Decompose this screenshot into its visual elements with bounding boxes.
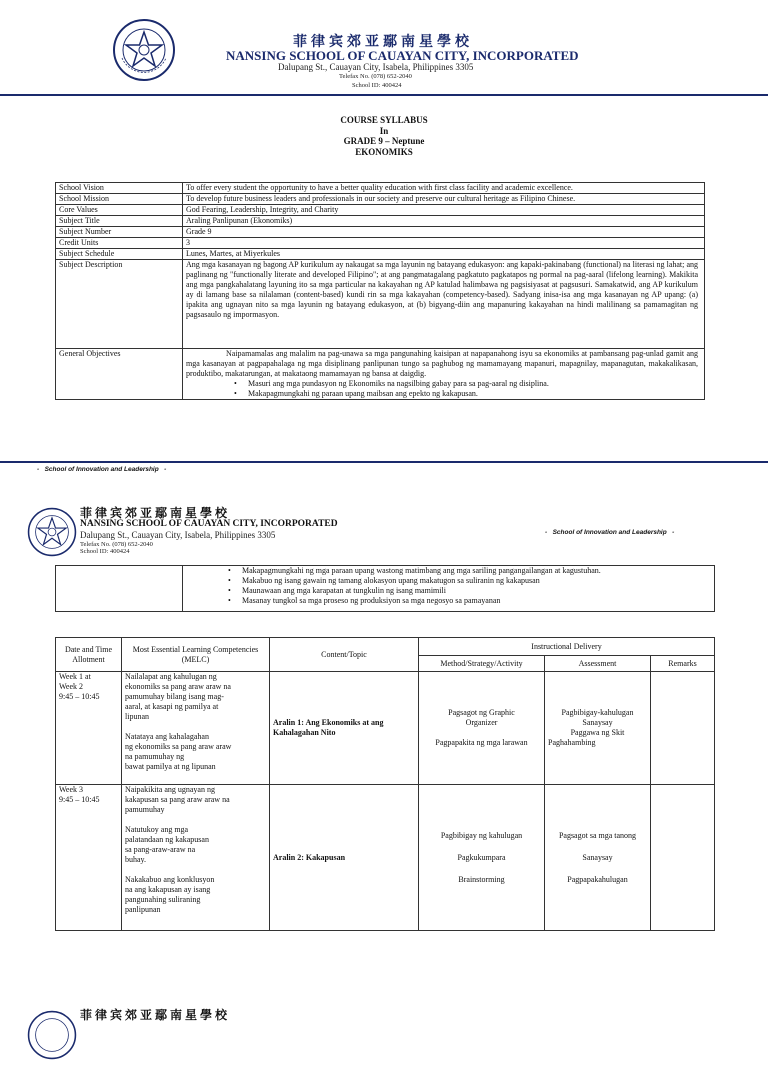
objective-text: Maunawaan ang mga karapatan at tungkulin ng isang mamimili bbox=[242, 586, 446, 595]
info-row-schedule bbox=[56, 249, 705, 260]
info-row-mission bbox=[56, 194, 705, 205]
objective-text: Makapagmungkahi ng mga paraan upang wastong matimbang ang mga sariling pangangailangan at kagustuhan. bbox=[242, 566, 601, 575]
objective-text: Makapagmungkahi ng paraan upang maibsan ang epekto ng kakapusan. bbox=[248, 389, 478, 398]
school-address: Dalupang St., Cauayan City, Isabela, Philippines 3305 bbox=[80, 530, 276, 540]
info-value: God Fearing, Leadership, Integrity, and Charity bbox=[183, 205, 705, 216]
schedule-table bbox=[55, 637, 715, 931]
method-spacer bbox=[422, 728, 541, 738]
objective-item: • Maunawaan ang mga karapatan at tungkulin ng isang mamimili bbox=[228, 586, 446, 595]
col-header-content: Content/Topic bbox=[270, 638, 419, 672]
info-label: Subject Description bbox=[56, 260, 183, 349]
telefax: Telefax No. (078) 652-2040 bbox=[339, 73, 412, 80]
melc-line: ng ekonomiks sa pang araw araw bbox=[125, 742, 232, 751]
col-header-melc: Most Essential Learning Competencies (MELC) bbox=[122, 638, 270, 672]
date-line: 9:45 – 10:45 bbox=[59, 795, 100, 804]
info-row-subject-number bbox=[56, 227, 705, 238]
info-value: Ang mga kasanayan ng bagong AP kurikulum ay nakaugat sa mga layunin ng batayang edukasyon: ang kapaki-pakinabang (functional) na literasi ng lahat; ang paglinang ng "functionally literate and developed Filipino"; at ang pangmatagalang pagkatuto pagkatapos ng pormal na pag-aaral (lifelong learning). Makikita ang mga pangkahalatang layuning ito sa mga particular na kakayahan ng AP katulad halimbawa ng pagsisiyasat at pagsusuri. Samakatwid, ang AP kurikulum ay di lamang base sa nilalaman (content-based) kundi rin sa mga kakayahan (competency-based). Sadyang inisa-isa ang mga kasanayan ng AP upang: (a) ipakita ang ugnayan nito sa mga layunin ng batayang edukasyon, at (b) bigyang-diin ang mapanuring kakayahan na hindi malilinang sa pamamagitan ng pagsasaulo ng impormasyon. bbox=[183, 260, 705, 349]
method-cell bbox=[419, 785, 545, 931]
assessment-spacer bbox=[548, 863, 647, 875]
assessment-line: Paghahambing bbox=[548, 738, 596, 747]
schedule-row bbox=[56, 672, 715, 785]
objective-item: • Makapagmungkahi ng paraan upang maibsan ang epekto ng kakapusan. bbox=[234, 389, 478, 398]
melc-line: na ang kakapusan ay isang bbox=[125, 885, 211, 894]
assessment-line: Sanaysay bbox=[582, 852, 613, 862]
assessment-line: Paggawa ng Skit bbox=[570, 728, 625, 737]
content-cell: Aralin 1: Ang Ekonomiks at ang Kahalagahan Nito bbox=[270, 672, 419, 785]
melc-line: panlipunan bbox=[125, 905, 161, 914]
title-line-3: GRADE 9 – Neptune bbox=[343, 136, 425, 146]
school-id: School ID: 400424 bbox=[80, 548, 130, 555]
objective-item: • Makapagmungkahi ng mga paraan upang wastong matimbang ang mga sariling pangangailangan at kagustuhan. bbox=[228, 566, 601, 575]
chinese-school-name: 菲律宾郊亚鄢南星學校 bbox=[293, 34, 473, 50]
melc-line: pamumuhay bbox=[125, 805, 165, 814]
date-line: Week 2 bbox=[59, 682, 84, 691]
assessment-cell bbox=[545, 672, 651, 785]
info-label: Core Values bbox=[56, 205, 183, 216]
melc-cell bbox=[122, 672, 270, 785]
assessment-line: Pagbibigay-kahulugan bbox=[561, 708, 634, 717]
melc-line: na pamumuhay ng bbox=[125, 752, 185, 761]
method-cell bbox=[419, 672, 545, 785]
schedule-row bbox=[56, 785, 715, 931]
objective-text: Masuri ang mga pundasyon ng Ekonomiks na nagsilbing gabay para sa pag-aaral ng disiplina. bbox=[248, 379, 549, 388]
info-value: 3 bbox=[183, 238, 705, 249]
melc-line: Naipakikita ang ugnayan ng bbox=[125, 785, 215, 794]
col-header-date: Date and Time Allotment bbox=[56, 638, 122, 672]
remarks-cell bbox=[651, 785, 715, 931]
melc-line: sa pang-araw-araw na bbox=[125, 845, 196, 854]
tagline-dash: - bbox=[545, 529, 548, 536]
info-row-subject-title bbox=[56, 216, 705, 227]
school-address: Dalupang St., Cauayan City, Isabela, Philippines 3305 bbox=[278, 62, 474, 72]
header-tagline bbox=[545, 529, 674, 536]
method-line: Pagkukumpara bbox=[457, 852, 506, 862]
melc-line: palatandaan ng kakapusan bbox=[125, 835, 209, 844]
method-spacer bbox=[422, 863, 541, 875]
col-header-delivery: Instructional Delivery bbox=[419, 638, 715, 656]
info-row-core-values bbox=[56, 205, 705, 216]
melc-line: buhay. bbox=[125, 855, 147, 864]
school-id: School ID: 400424 bbox=[352, 82, 402, 89]
tagline-dash: - bbox=[164, 466, 167, 473]
tagline-text: School of Innovation and Leadership bbox=[44, 466, 159, 473]
date-cell bbox=[56, 785, 122, 931]
date-line: 9:45 – 10:45 bbox=[59, 692, 100, 701]
objective-text: Masanay tungkol sa mga proseso ng produksiyon sa mga negosyo sa pamayanan bbox=[242, 596, 501, 605]
date-line: Week 3 bbox=[59, 785, 84, 794]
col-header-assessment: Assessment bbox=[545, 656, 651, 672]
info-value: To develop future business leaders and professionals in our society and preserve our cultural heritage as Filipino Chinese. bbox=[183, 194, 705, 205]
melc-line: ekonomiks sa pang araw araw na bbox=[125, 682, 231, 691]
melc-line: kakapusan sa pang araw araw na bbox=[125, 795, 230, 804]
objectives-continued-row bbox=[56, 566, 715, 612]
melc-line: Natataya ang kahalagahan bbox=[125, 732, 209, 741]
melc-line: Nailalapat ang kahulugan ng bbox=[125, 672, 217, 681]
info-label: School Vision bbox=[56, 183, 183, 194]
melc-spacer bbox=[125, 722, 266, 732]
course-info-table bbox=[55, 182, 705, 400]
objective-item: • Masuri ang mga pundasyon ng Ekonomiks na nagsilbing gabay para sa pag-aaral ng disiplina. bbox=[234, 379, 549, 388]
objectives-cell bbox=[183, 566, 715, 612]
melc-cell bbox=[122, 785, 270, 931]
melc-spacer bbox=[125, 815, 266, 825]
assessment-spacer bbox=[548, 841, 647, 853]
melc-spacer bbox=[125, 865, 266, 875]
info-row-credit-units bbox=[56, 238, 705, 249]
objectives-list bbox=[186, 379, 698, 399]
school-seal bbox=[112, 18, 176, 82]
melc-line: pamumuhay bilang isang mag- bbox=[125, 692, 224, 701]
method-line: Pagbibigay ng kahulugan bbox=[440, 830, 523, 840]
objective-item: • Masanay tungkol sa mga proseso ng produksiyon sa mga negosyo sa pamayanan bbox=[228, 596, 501, 605]
method-line: Organizer bbox=[465, 718, 498, 727]
assessment-line: Pagsagot sa mga tanong bbox=[558, 830, 637, 840]
col-header-method: Method/Strategy/Activity bbox=[419, 656, 545, 672]
content-cell: Aralin 2: Kakapusan bbox=[270, 785, 419, 931]
melc-line: lipunan bbox=[125, 712, 149, 721]
title-line-2: In bbox=[379, 125, 389, 136]
tagline-text: School of Innovation and Leadership bbox=[552, 529, 667, 536]
method-line: Pagsagot ng Graphic bbox=[448, 708, 515, 717]
objectives-list bbox=[186, 566, 711, 606]
tagline-dash: - bbox=[672, 529, 675, 536]
col-header-remarks: Remarks bbox=[651, 656, 715, 672]
title-line-1: COURSE SYLLABUS bbox=[340, 115, 428, 125]
chinese-school-name: 菲律宾郊亚鄢南星學校 bbox=[80, 1008, 231, 1022]
melc-line: pangunahing suliraning bbox=[125, 895, 201, 904]
objective-item: • Makabuo ng isang gawain ng tamang alokasyon upang makatugon sa suliranin ng kakapusan bbox=[228, 576, 540, 585]
page-break-rule bbox=[0, 461, 768, 463]
footer-tagline bbox=[37, 466, 166, 473]
title-line-4: EKONOMIKS bbox=[355, 146, 413, 157]
objective-text: Makabuo ng isang gawain ng tamang alokasyon upang makatugon sa suliranin ng kakapusan bbox=[242, 576, 540, 585]
info-row-vision bbox=[56, 183, 705, 194]
info-label: General Objectives bbox=[56, 349, 183, 400]
empty-label-cell bbox=[56, 566, 183, 612]
date-cell bbox=[56, 672, 122, 785]
info-label: Subject Title bbox=[56, 216, 183, 227]
school-name: NANSING SCHOOL OF CAUAYAN CITY, INCORPORATED bbox=[80, 519, 338, 529]
assessment-line: Sanaysay bbox=[582, 718, 613, 727]
method-line: Pagpapakita ng mga larawan bbox=[435, 738, 528, 747]
school-seal bbox=[27, 507, 77, 557]
info-label: Credit Units bbox=[56, 238, 183, 249]
info-value: Grade 9 bbox=[183, 227, 705, 238]
melc-line: Natutukoy ang mga bbox=[125, 825, 189, 834]
assessment-cell bbox=[545, 785, 651, 931]
info-label: School Mission bbox=[56, 194, 183, 205]
assessment-line: Pagpapakahulugan bbox=[567, 874, 628, 884]
info-value: To offer every student the opportunity to have a better quality education with first class facility and academic excellence. bbox=[183, 183, 705, 194]
method-line: Brainstorming bbox=[458, 874, 505, 884]
info-label: Subject Schedule bbox=[56, 249, 183, 260]
remarks-cell bbox=[651, 672, 715, 785]
info-value: Lunes, Martes, at Miyerkules bbox=[183, 249, 705, 260]
telefax: Telefax No. (078) 652-2040 bbox=[80, 541, 153, 548]
method-spacer bbox=[422, 841, 541, 853]
objectives-cell bbox=[183, 349, 705, 400]
objectives-intro: Naipamamalas ang malalim na pag-unawa sa mga pangunahing kaisipan at napapanahong isyu sa ekonomiks at pambansang pag-unlad gamit ang mga kasanayan at pagpapahalaga ng mga disiplinang panlipunan tungo sa paghubog ng mamamayang mapanuri, mapagnilay, mapanagutan, makakalikasan, produktibo, makatarungan, at makataong mamamayan ng bansa at daigdig. bbox=[186, 349, 698, 378]
tagline-dash: - bbox=[37, 466, 40, 473]
info-row-description bbox=[56, 260, 705, 349]
melc-line: Nakakabuo ang konklusyon bbox=[125, 875, 215, 884]
header-rule bbox=[0, 94, 768, 96]
syllabus-title bbox=[0, 115, 768, 157]
chinese-school-name: 菲律宾郊亚鄢南星學校 bbox=[80, 506, 231, 520]
school-name: NANSING SCHOOL OF CAUAYAN CITY, INCORPORATED bbox=[226, 48, 579, 63]
objectives-continued-table bbox=[55, 565, 715, 612]
info-row-objectives bbox=[56, 349, 705, 400]
melc-line: bawat pamilya at ng lipunan bbox=[125, 762, 216, 771]
info-label: Subject Number bbox=[56, 227, 183, 238]
info-value: Araling Panlipunan (Ekonomiks) bbox=[183, 216, 705, 227]
melc-line: aaral, at kasapi ng pamilya at bbox=[125, 702, 219, 711]
date-line: Week 1 at bbox=[59, 672, 91, 681]
schedule-header-row bbox=[56, 638, 715, 656]
school-seal bbox=[27, 1010, 77, 1060]
